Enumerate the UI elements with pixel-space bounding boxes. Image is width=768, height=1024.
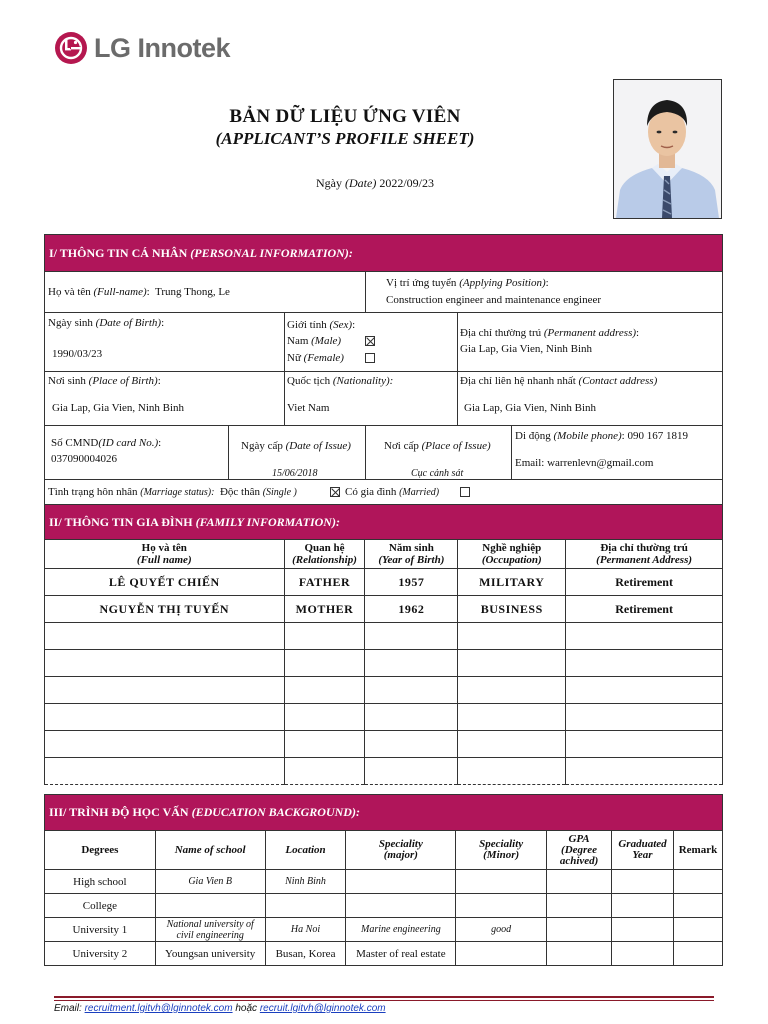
family-cell-year — [365, 731, 458, 758]
education-cell-location — [265, 894, 346, 918]
family-row — [45, 596, 723, 623]
section-personal-vn: I/ THÔNG TIN CÁ NHÂN — [49, 245, 188, 260]
education-header-school: Name of school — [155, 831, 265, 870]
education-cell-minor: good — [456, 918, 547, 942]
position-colon: : — [545, 277, 549, 289]
family-cell-address — [566, 623, 723, 650]
education-cell-degrees: High school — [45, 870, 156, 894]
idcard-colon: : — [158, 437, 162, 449]
mobile-value: 090 167 1819 — [627, 430, 688, 442]
education-cell-major — [346, 894, 456, 918]
page-title: BẢN DỮ LIỆU ỨNG VIÊN — [229, 106, 461, 127]
issue-place-label-en: (Place of Issue) — [421, 440, 491, 452]
permanent-value: Gia Lap, Gia Vien, Ninh Binh — [460, 343, 593, 355]
contact-address-cell — [457, 371, 723, 426]
education-cell-graduated — [612, 942, 674, 966]
education-cell-major: Marine engineering — [346, 918, 456, 942]
issue-place-cell — [365, 425, 512, 480]
male-label-en: (Male) — [311, 335, 342, 347]
education-cell-degrees: University 2 — [45, 942, 156, 966]
education-cell-gpa — [547, 918, 612, 942]
email-label: Email: — [515, 457, 545, 469]
nationality-value: Viet Nam — [287, 402, 330, 414]
education-cell-minor — [456, 942, 547, 966]
education-cell-remark — [673, 870, 722, 894]
female-label-en: (Female) — [303, 352, 344, 364]
issue-date-value: 15/06/2018 — [272, 468, 318, 479]
family-cell-address — [566, 650, 723, 677]
education-cell-remark — [673, 894, 722, 918]
nationality-label-en: (Nationality): — [332, 375, 394, 387]
footer-or: hoặc — [235, 1003, 258, 1014]
education-cell-location: Busan, Korea — [265, 942, 346, 966]
family-row — [45, 623, 723, 650]
family-cell-name — [45, 650, 285, 677]
nationality-cell — [284, 371, 458, 426]
pob-value: Gia Lap, Gia Vien, Ninh Binh — [52, 402, 185, 414]
family-cell-relationship — [284, 704, 365, 731]
permanent-address-cell — [457, 312, 723, 372]
date-label-en: (Date) — [345, 176, 377, 190]
section-education-en: (EDUCATION BACKGROUND): — [191, 805, 360, 819]
family-cell-year: 1962 — [365, 596, 458, 623]
idcard-value: 037090004026 — [51, 453, 117, 465]
dob-label-en: (Date of Birth) — [95, 317, 162, 329]
section-personal-header — [44, 234, 723, 272]
mobile-label: Di động — [515, 430, 551, 442]
dob-label: Ngày sinh — [48, 317, 93, 329]
section-personal-en: (PERSONAL INFORMATION): — [190, 245, 353, 260]
female-label: Nữ — [287, 352, 301, 364]
education-cell-school: National university of civil engineering — [155, 918, 265, 942]
applicant-photo — [613, 79, 722, 219]
footer — [54, 1003, 386, 1014]
education-cell-gpa — [547, 942, 612, 966]
family-header-occupation: Nghề nghiệp (Occupation) — [458, 540, 566, 569]
family-cell-occupation — [458, 650, 566, 677]
family-row — [45, 677, 723, 704]
family-cell-occupation: BUSINESS — [458, 596, 566, 623]
fullname-label: Họ và tên — [48, 286, 91, 298]
education-header-major: Speciality (major) — [346, 831, 456, 870]
family-header-relationship: Quan hệ (Relationship) — [284, 540, 365, 569]
education-cell-remark — [673, 942, 722, 966]
pob-colon: : — [157, 375, 161, 387]
footer-email-link-2[interactable]: recruit.lgitvh@lginnotek.com — [259, 1003, 386, 1014]
position-value: Construction engineer and maintenance engineer — [386, 294, 602, 306]
family-cell-relationship — [284, 731, 365, 758]
contact-value: Gia Lap, Gia Vien, Ninh Binh — [464, 402, 597, 414]
education-header-minor: Speciality (Minor) — [456, 831, 547, 870]
married-checkbox[interactable] — [460, 487, 470, 497]
family-cell-occupation — [458, 704, 566, 731]
contact-label: Địa chỉ liên hệ nhanh nhất — [460, 375, 576, 387]
single-label: Độc thân — [219, 486, 260, 498]
marriage-label: Tình trạng hôn nhân — [48, 486, 138, 498]
sex-cell — [284, 312, 458, 372]
family-cell-address: Retirement — [566, 569, 723, 596]
male-checkbox[interactable] — [365, 336, 375, 346]
education-cell-location: Ha Noi — [265, 918, 346, 942]
section-family-vn: II/ THÔNG TIN GIA ĐÌNH — [49, 514, 193, 529]
education-cell-graduated — [612, 870, 674, 894]
permanent-label-en: (Permanent address) — [543, 327, 637, 339]
education-header-row — [45, 831, 723, 870]
page-subtitle: (APPLICANT’S PROFILE SHEET) — [215, 129, 475, 148]
issue-date-label: Ngày cấp — [241, 440, 283, 452]
family-cell-year: 1957 — [365, 569, 458, 596]
family-header-row — [45, 540, 723, 569]
family-cell-relationship: FATHER — [284, 569, 365, 596]
pob-label: Nơi sinh — [48, 375, 86, 387]
company-logo — [54, 30, 230, 66]
date-value: 2022/09/23 — [379, 176, 434, 190]
logo-text: LG Innotek — [94, 32, 230, 63]
mobile-label-en: (Mobile phone) — [553, 430, 622, 442]
family-cell-name — [45, 758, 285, 785]
dob-value: 1990/03/23 — [52, 348, 103, 360]
education-cell-gpa — [547, 894, 612, 918]
lg-logo-icon — [54, 31, 88, 65]
education-row — [45, 870, 723, 894]
fullname-label-en: (Full-name) — [93, 286, 147, 298]
permanent-label: Địa chỉ thường trú — [460, 327, 542, 339]
education-cell-degrees: University 1 — [45, 918, 156, 942]
family-cell-name: NGUYỄN THỊ TUYẾN — [45, 596, 285, 623]
family-cell-occupation — [458, 731, 566, 758]
education-cell-minor — [456, 894, 547, 918]
family-table — [44, 539, 723, 785]
education-cell-major: Master of real estate — [346, 942, 456, 966]
family-row — [45, 704, 723, 731]
family-cell-year — [365, 623, 458, 650]
education-header-location: Location — [265, 831, 346, 870]
family-cell-relationship — [284, 677, 365, 704]
mobile-colon: : — [621, 430, 625, 442]
family-header-fullname: Họ và tên (Full name) — [45, 540, 285, 569]
position-cell — [365, 271, 723, 313]
family-cell-year — [365, 758, 458, 785]
married-label-en: (Married) — [399, 487, 440, 498]
issue-date-label-en: (Date of Issue) — [285, 440, 351, 452]
education-cell-graduated — [612, 918, 674, 942]
idcard-label: Số CMND — [51, 437, 99, 449]
family-cell-occupation — [458, 623, 566, 650]
family-cell-address — [566, 704, 723, 731]
issue-place-label: Nơi cấp — [384, 440, 419, 452]
education-header-degrees: Degrees — [45, 831, 156, 870]
section-family-header — [44, 504, 723, 540]
footer-email-label: Email: — [54, 1003, 82, 1014]
married-label: Có gia đình — [345, 486, 397, 498]
nationality-label: Quốc tịch — [287, 375, 331, 387]
dob-colon: : — [161, 317, 165, 329]
family-cell-occupation: MILITARY — [458, 569, 566, 596]
marriage-cell — [44, 479, 723, 505]
family-cell-occupation — [458, 758, 566, 785]
family-cell-relationship — [284, 758, 365, 785]
fullname-colon: : — [146, 286, 150, 298]
female-checkbox[interactable] — [365, 353, 375, 363]
pob-cell — [44, 371, 285, 426]
footer-email-link-1[interactable]: recruitment.lgitvh@lginnotek.com — [84, 1003, 233, 1014]
education-cell-minor — [456, 870, 547, 894]
sex-label: Giới tính — [287, 319, 327, 331]
family-cell-year — [365, 677, 458, 704]
family-cell-address — [566, 731, 723, 758]
education-cell-degrees: College — [45, 894, 156, 918]
family-cell-relationship — [284, 650, 365, 677]
issue-place-value: Cục cảnh sát — [411, 468, 464, 479]
date-line — [250, 176, 500, 191]
section-family-en: (FAMILY INFORMATION): — [195, 514, 340, 529]
education-row — [45, 918, 723, 942]
family-row — [45, 569, 723, 596]
family-header-year: Năm sinh (Year of Birth) — [365, 540, 458, 569]
education-row — [45, 894, 723, 918]
family-cell-address — [566, 758, 723, 785]
title-block — [180, 106, 510, 149]
family-cell-address: Retirement — [566, 596, 723, 623]
family-cell-name — [45, 704, 285, 731]
education-cell-school — [155, 894, 265, 918]
education-row — [45, 942, 723, 966]
mobile-email-cell — [511, 425, 723, 480]
dob-cell — [44, 312, 285, 372]
education-cell-location: Ninh Binh — [265, 870, 346, 894]
issue-date-cell — [228, 425, 366, 480]
footer-divider — [54, 996, 714, 1001]
family-cell-relationship — [284, 623, 365, 650]
education-cell-remark — [673, 918, 722, 942]
education-header-gpa: GPA (Degree achived) — [547, 831, 612, 870]
section-education-header — [44, 794, 723, 831]
family-cell-occupation — [458, 677, 566, 704]
education-cell-graduated — [612, 894, 674, 918]
marriage-label-en: (Marriage status): — [140, 487, 215, 498]
education-cell-school: Youngsan university — [155, 942, 265, 966]
family-row — [45, 650, 723, 677]
position-label-en: (Applying Position) — [459, 277, 546, 289]
single-checkbox[interactable] — [330, 487, 340, 497]
family-cell-year — [365, 650, 458, 677]
family-cell-name — [45, 623, 285, 650]
contact-label-en: (Contact address) — [578, 375, 658, 387]
education-cell-school: Gia Vien B — [155, 870, 265, 894]
education-cell-gpa — [547, 870, 612, 894]
date-label: Ngày — [316, 176, 342, 190]
sex-colon: : — [352, 319, 356, 331]
position-label: Vị trí ứng tuyển — [386, 277, 457, 289]
single-label-en: (Single ) — [262, 487, 297, 498]
family-row — [45, 758, 723, 785]
education-table — [44, 830, 723, 966]
education-header-remark: Remark — [673, 831, 722, 870]
pob-label-en: (Place of Birth) — [88, 375, 158, 387]
family-cell-relationship: MOTHER — [284, 596, 365, 623]
idcard-label-en: (ID card No.) — [98, 437, 159, 449]
section-education-vn: III/ TRÌNH ĐỘ HỌC VẤN — [49, 805, 189, 819]
email-value: warrenlevn@gmail.com — [547, 457, 654, 469]
male-label: Nam — [287, 335, 309, 347]
education-header-graduated: Graduated Year — [612, 831, 674, 870]
family-row — [45, 731, 723, 758]
fullname-cell — [44, 271, 366, 313]
family-cell-address — [566, 677, 723, 704]
education-cell-major — [346, 870, 456, 894]
idcard-cell — [44, 425, 229, 480]
permanent-colon: : — [636, 327, 640, 339]
family-cell-name — [45, 731, 285, 758]
family-header-address: Địa chỉ thường trú (Permanent Address) — [566, 540, 723, 569]
sex-label-en: (Sex) — [329, 319, 353, 331]
fullname-value: Trung Thong, Le — [155, 286, 230, 298]
family-cell-name — [45, 677, 285, 704]
family-cell-name: LÊ QUYẾT CHIẾN — [45, 569, 285, 596]
family-cell-year — [365, 704, 458, 731]
